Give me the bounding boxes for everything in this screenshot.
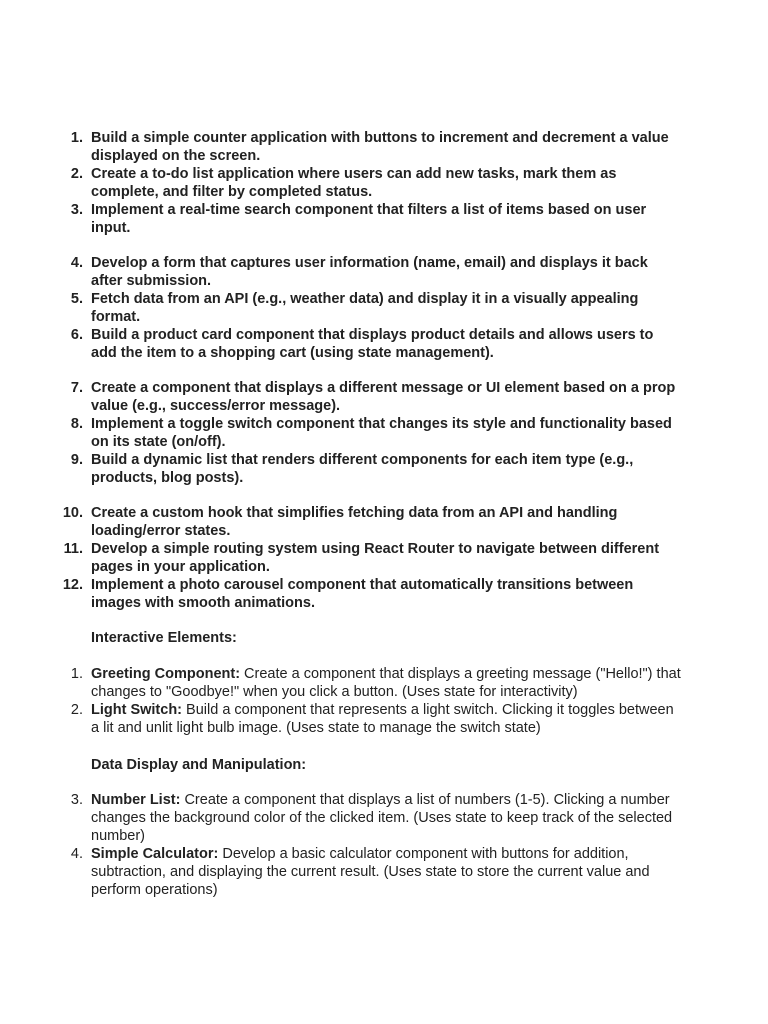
- list-item: [0, 254, 681, 290]
- list-item: [0, 665, 681, 701]
- project-list-group-2: [0, 254, 768, 362]
- list-item-number: 6.: [70, 327, 83, 343]
- list-item-text: Build a simple counter application with buttons to increment and decrement a value displayed on the screen.: [91, 130, 669, 164]
- list-item-number: 3.: [70, 202, 83, 218]
- list-item-text: Build a product card component that displays product details and allows users to add the item to a shopping cart (using state management).: [91, 327, 654, 361]
- list-item-text: Fetch data from an API (e.g., weather data) and display it in a visually appealing format.: [91, 291, 639, 325]
- list-item-title: Simple Calculator:: [91, 846, 219, 862]
- list-item-text: Create a component that displays a list of numbers (1-5). Clicking a number changes the background color of the clicked item. (Uses state to keep track of the selected number): [91, 792, 673, 844]
- interactive-elements-list: [0, 665, 768, 737]
- list-item-text: Develop a simple routing system using React Router to navigate between different pages in your application.: [91, 541, 660, 575]
- list-item: [0, 701, 681, 737]
- list-item-title: Greeting Component:: [91, 666, 241, 682]
- list-item-number: 10.: [62, 505, 83, 521]
- list-item-text: Create a custom hook that simplifies fetching data from an API and handling loading/error states.: [91, 505, 618, 539]
- list-item: [0, 379, 681, 415]
- list-item: [0, 791, 681, 845]
- list-item-text: Create a to-do list application where users can add new tasks, mark them as complete, and filter by completed status.: [91, 166, 617, 200]
- list-item-number: 1.: [70, 130, 83, 146]
- list-item: [0, 326, 681, 362]
- list-item-title: Light Switch:: [91, 702, 183, 718]
- list-item-text: Implement a real-time search component that filters a list of items based on user input.: [91, 202, 647, 236]
- list-item: [0, 201, 681, 237]
- list-item-text: Create a component that displays a different message or UI element based on a prop value (e.g., success/error message).: [91, 380, 676, 414]
- list-item-number: 2.: [70, 166, 83, 182]
- list-item-text: Develop a basic calculator component with buttons for addition, subtraction, and displaying the current result. (Uses state to store the current value and perform operations): [91, 846, 650, 898]
- data-display-list: [0, 791, 768, 899]
- list-item-number: 3.: [70, 792, 83, 808]
- project-list-group-4: [0, 504, 768, 612]
- list-item-number: 2.: [70, 702, 83, 718]
- list-item-title: Number List:: [91, 792, 181, 808]
- list-item: [0, 165, 681, 201]
- section-heading-interactive: Interactive Elements:: [91, 630, 237, 646]
- list-item-number: 12.: [62, 577, 83, 593]
- list-item-number: 4.: [70, 846, 83, 862]
- project-list-group-3: [0, 379, 768, 487]
- list-item-text: Create a component that displays a greeting message ("Hello!") that changes to "Goodbye!" when you click a button. (Uses state for interactivity): [91, 666, 681, 700]
- list-item-number: 8.: [70, 416, 83, 432]
- list-item: [0, 415, 681, 451]
- list-item: [0, 576, 681, 612]
- list-item-number: 11.: [63, 541, 83, 557]
- project-list-group-1: [0, 129, 768, 237]
- list-item-text: Build a component that represents a light switch. Clicking it toggles between a lit and unlit light bulb image. (Uses state to manage the switch state): [91, 702, 674, 736]
- list-item-number: 9.: [70, 452, 83, 468]
- list-item: [0, 290, 681, 326]
- list-item-text: Implement a photo carousel component that automatically transitions between images with smooth animations.: [91, 577, 634, 611]
- list-item-text: Build a dynamic list that renders different components for each item type (e.g., products, blog posts).: [91, 452, 634, 486]
- list-item: [0, 540, 681, 576]
- section-heading-data-display: Data Display and Manipulation:: [91, 757, 307, 773]
- list-item-text: Implement a toggle switch component that changes its style and functionality based on its state (on/off).: [91, 416, 672, 450]
- list-item-number: 4.: [70, 255, 83, 271]
- list-item: [0, 504, 681, 540]
- list-item: [0, 451, 681, 487]
- list-item-number: 1.: [70, 666, 83, 682]
- list-item-number: 5.: [70, 291, 83, 307]
- list-item-number: 7.: [70, 380, 83, 396]
- list-item: [0, 129, 681, 165]
- list-item-text: Develop a form that captures user information (name, email) and displays it back after submission.: [91, 255, 648, 289]
- list-item: [0, 845, 681, 899]
